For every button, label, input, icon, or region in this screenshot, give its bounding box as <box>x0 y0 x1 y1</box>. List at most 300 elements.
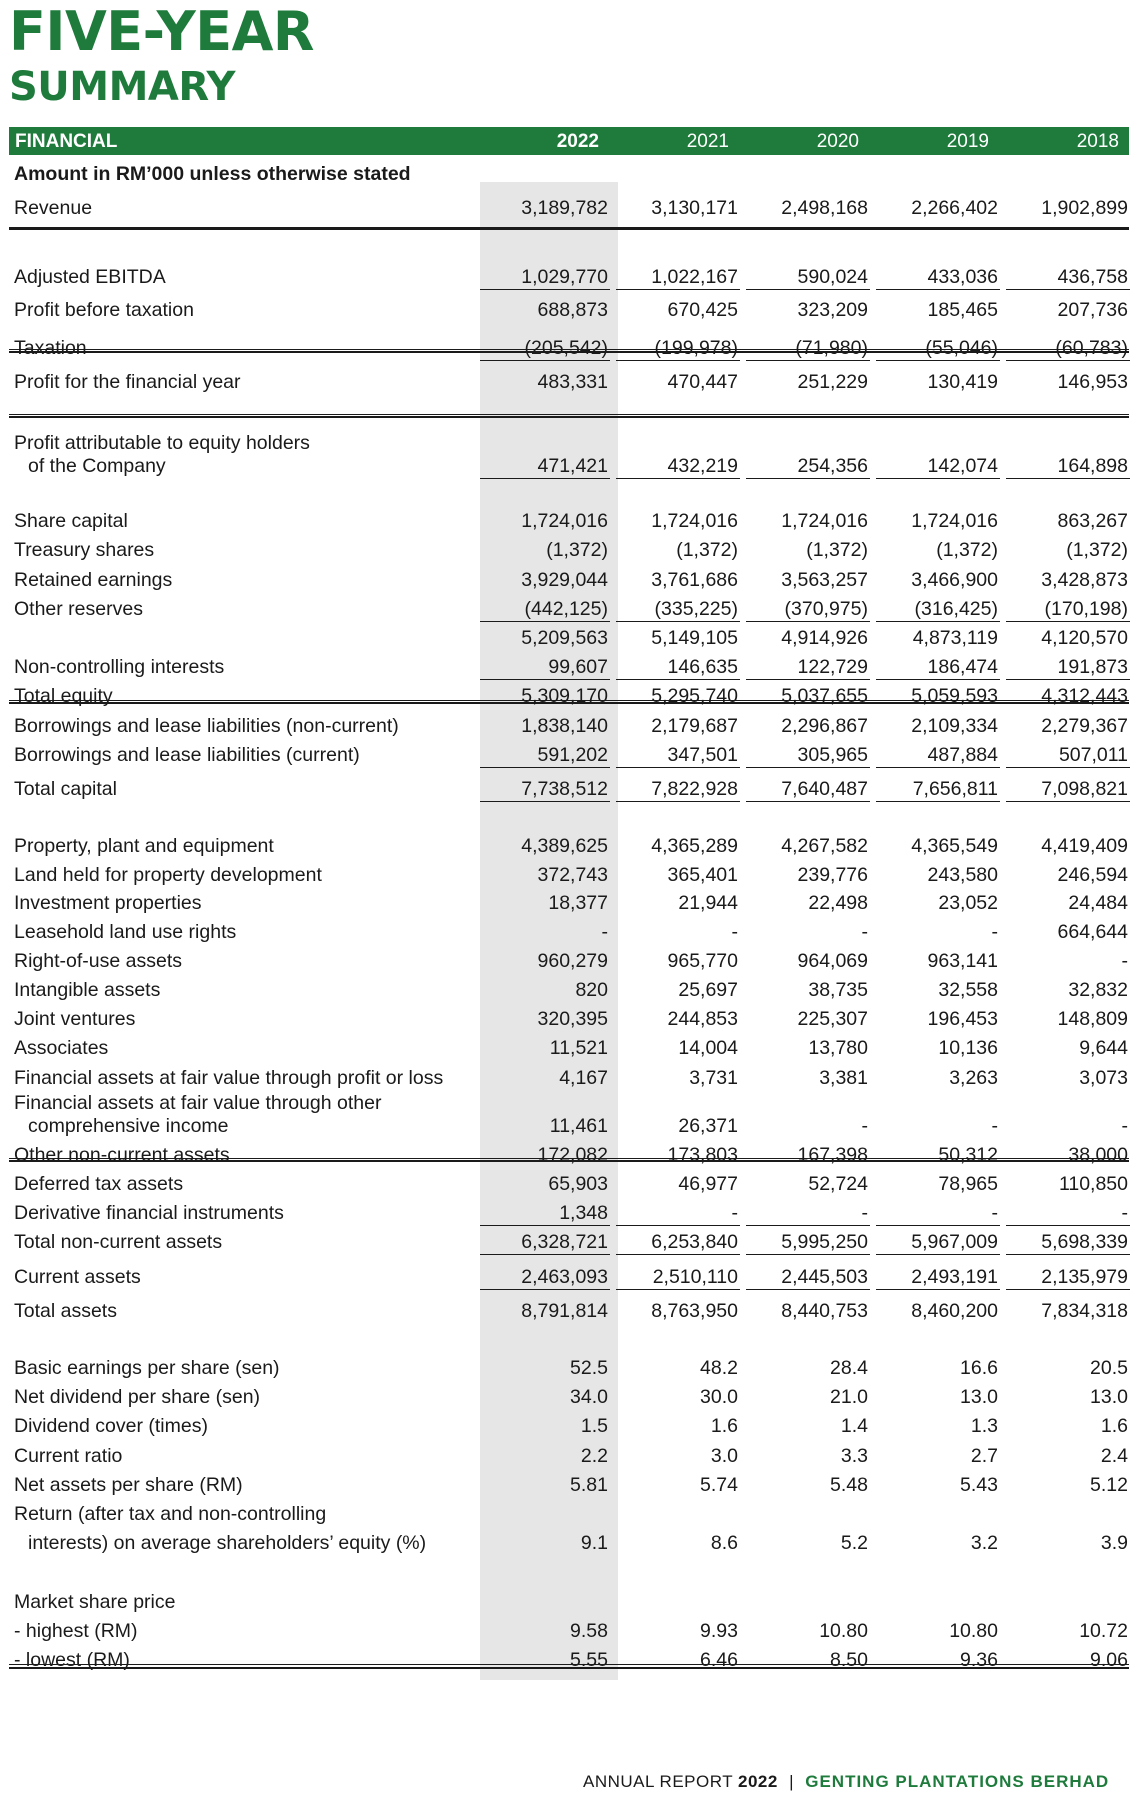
cell-2020: 1.4 <box>840 1415 868 1437</box>
column-rule <box>746 679 870 680</box>
cell-2022: 3,929,044 <box>521 569 608 591</box>
table-row <box>9 539 1129 561</box>
column-rule <box>480 360 610 361</box>
cell-2020: 52,724 <box>808 1173 868 1195</box>
column-rule <box>1006 478 1130 479</box>
cell-2022: 4,167 <box>559 1067 608 1089</box>
column-rule <box>746 767 870 768</box>
cell-2018: 3.9 <box>1100 1532 1128 1554</box>
table-header <box>9 127 1129 155</box>
cell-2018: 2,135,979 <box>1041 1266 1128 1288</box>
cell-2020: 305,965 <box>797 744 868 766</box>
cell-2018: 3,073 <box>1079 1067 1128 1089</box>
cell-2022: (205,542) <box>524 337 608 359</box>
cell-2019: 23,052 <box>938 892 998 914</box>
cell-2018: 4,312,443 <box>1041 685 1128 707</box>
table-row <box>9 1037 1129 1059</box>
cell-2019: 3,466,900 <box>911 569 998 591</box>
column-rule <box>1006 1225 1130 1226</box>
cell-2018: 507,011 <box>1058 744 1128 766</box>
cell-2018: 436,758 <box>1057 266 1128 288</box>
cell-2018: 191,873 <box>1057 656 1128 678</box>
footer-year: 2022 <box>738 1772 778 1791</box>
table-row <box>9 1202 1129 1224</box>
cell-2022: 99,607 <box>548 656 608 678</box>
cell-2020: 2,498,168 <box>781 197 868 219</box>
cell-2022: 11,461 <box>549 1115 608 1137</box>
cell-2019: 3,263 <box>949 1067 998 1089</box>
section-divider <box>9 702 1129 704</box>
row-label: Other reserves <box>14 598 143 620</box>
cell-2018: 110,850 <box>1058 1173 1128 1195</box>
cell-2022: 1,724,016 <box>521 510 608 532</box>
cell-2022: (442,125) <box>524 598 608 620</box>
cell-2019: 9.36 <box>960 1649 998 1671</box>
cell-2021: 432,219 <box>667 455 738 477</box>
cell-2019: 963,141 <box>927 950 998 972</box>
row-label: Dividend cover (times) <box>14 1415 208 1437</box>
cell-2019: - <box>991 921 998 943</box>
cell-2022: 2,463,093 <box>521 1266 608 1288</box>
cell-2018: 1,902,899 <box>1041 197 1128 219</box>
table-row <box>9 1474 1129 1496</box>
cell-2022: 1,348 <box>559 1202 608 1224</box>
cell-2022: 2.2 <box>580 1445 608 1467</box>
cell-2021: 965,770 <box>667 950 738 972</box>
column-rule <box>480 679 610 680</box>
cell-2020: 167,398 <box>797 1144 868 1166</box>
cell-2020: 254,356 <box>797 455 868 477</box>
cell-2020: (1,372) <box>806 539 868 561</box>
column-rule <box>746 1254 870 1255</box>
row-label: Share capital <box>14 510 128 532</box>
cell-2021: 25,697 <box>678 979 738 1001</box>
column-rule <box>480 801 610 802</box>
cell-2022: 9.58 <box>570 1620 608 1642</box>
row-label: Market share price <box>14 1591 176 1613</box>
cell-2018: 1.6 <box>1100 1415 1128 1437</box>
column-rule <box>616 621 740 622</box>
cell-2022: 820 <box>575 979 608 1001</box>
cell-2018: 207,736 <box>1057 299 1128 321</box>
cell-2019: 2,266,402 <box>911 197 998 219</box>
column-rule <box>876 621 1000 622</box>
cell-2021: 46,977 <box>678 1173 738 1195</box>
row-label: Profit attributable to equity holders <box>14 432 310 454</box>
column-rule <box>876 478 1000 479</box>
footer-company: GENTING PLANTATIONS BERHAD <box>805 1772 1110 1791</box>
row-label: Net dividend per share (sen) <box>14 1386 261 1408</box>
cell-2018: (1,372) <box>1066 539 1128 561</box>
cell-2021: 8,763,950 <box>651 1300 738 1322</box>
table-row <box>9 337 1129 359</box>
row-label: Financial assets at fair value through other <box>14 1092 382 1114</box>
table-row <box>9 1008 1129 1030</box>
cell-2018: 2.4 <box>1100 1445 1128 1467</box>
cell-2021: 1.6 <box>710 1415 738 1437</box>
cell-2019: 3.2 <box>970 1532 998 1554</box>
cell-2021: 244,853 <box>667 1008 738 1030</box>
column-rule <box>746 621 870 622</box>
column-rule <box>1006 1289 1130 1290</box>
cell-2019: 4,365,549 <box>911 835 998 857</box>
cell-2018: 146,953 <box>1057 371 1128 393</box>
column-rule <box>480 289 610 290</box>
cell-2020: 3.3 <box>840 1445 868 1467</box>
cell-2018: 20.5 <box>1090 1357 1128 1379</box>
cell-2018: 5,698,339 <box>1041 1231 1128 1253</box>
table-row <box>9 656 1129 678</box>
cell-2019: 243,580 <box>927 864 998 886</box>
cell-2021: 173,803 <box>667 1144 738 1166</box>
cell-2018: 32,832 <box>1068 979 1128 1001</box>
cell-2019: 2,109,334 <box>911 715 998 737</box>
table-row <box>9 598 1129 620</box>
row-label: - lowest (RM) <box>14 1649 130 1671</box>
cell-2021: 2,510,110 <box>652 1266 738 1288</box>
cell-2019: 130,419 <box>927 371 998 393</box>
cell-2022: 65,903 <box>548 1173 608 1195</box>
row-label: - highest (RM) <box>14 1620 138 1642</box>
cell-2019: 5,059,593 <box>911 685 998 707</box>
cell-2022: 960,279 <box>537 950 608 972</box>
column-rule <box>480 1254 610 1255</box>
row-rule <box>9 1664 1129 1665</box>
row-rule <box>9 1158 1129 1159</box>
cell-2019: 78,965 <box>938 1173 998 1195</box>
column-rule <box>480 1289 610 1290</box>
cell-2022: 372,743 <box>537 864 608 886</box>
cell-2020: - <box>861 921 868 943</box>
cell-2018: (60,783) <box>1055 337 1128 359</box>
page-footer <box>583 1772 1109 1792</box>
column-rule <box>480 478 610 479</box>
row-label: Joint ventures <box>14 1008 136 1030</box>
column-rule <box>616 1289 740 1290</box>
row-label: Amount in RM’000 unless otherwise stated <box>14 163 411 185</box>
row-label: Total assets <box>14 1300 117 1322</box>
column-rule <box>746 478 870 479</box>
cell-2018: 246,594 <box>1057 864 1128 886</box>
table-row <box>9 569 1129 591</box>
cell-2019: (1,372) <box>936 539 998 561</box>
cell-2020: 3,381 <box>819 1067 868 1089</box>
section-divider <box>9 1667 1129 1669</box>
row-label: comprehensive income <box>28 1115 229 1137</box>
column-rule <box>616 767 740 768</box>
column-rule <box>746 1289 870 1290</box>
column-rule <box>1006 289 1130 290</box>
cell-2021: 347,501 <box>667 744 738 766</box>
row-label: Adjusted EBITDA <box>14 266 166 288</box>
cell-2018: 10.72 <box>1079 1620 1128 1642</box>
section-divider <box>9 1160 1129 1162</box>
cell-2021: 7,822,928 <box>651 778 738 800</box>
cell-2020: 8.50 <box>830 1649 868 1671</box>
row-label: Investment properties <box>14 892 202 914</box>
row-label: Return (after tax and non-controlling <box>14 1503 327 1525</box>
cell-2021: 1,724,016 <box>651 510 738 532</box>
column-rule <box>1006 621 1130 622</box>
cell-2018: 7,834,318 <box>1041 1300 1128 1322</box>
cell-2020: 7,640,487 <box>781 778 868 800</box>
row-label: interests) on average shareholders’ equity (%) <box>28 1532 427 1554</box>
row-label: Deferred tax assets <box>14 1173 184 1195</box>
cell-2019: 1,724,016 <box>911 510 998 532</box>
year-2022: 2022 <box>556 131 599 152</box>
cell-2018: 863,267 <box>1057 510 1128 532</box>
cell-2020: 122,729 <box>797 656 868 678</box>
cell-2020: 4,914,926 <box>781 627 868 649</box>
cell-2022: 5,309,170 <box>521 685 608 707</box>
cell-2018: 148,809 <box>1057 1008 1128 1030</box>
cell-2022: 3,189,782 <box>521 197 608 219</box>
five-year-summary-table <box>9 127 1129 1680</box>
cell-2020: 5.2 <box>840 1532 868 1554</box>
cell-2019: 7,656,811 <box>912 778 998 800</box>
row-label: Total capital <box>14 778 117 800</box>
cell-2019: 10.80 <box>949 1620 998 1642</box>
cell-2022: 1,029,770 <box>521 266 608 288</box>
column-rule <box>480 621 610 622</box>
cell-2021: 146,635 <box>667 656 738 678</box>
column-rule <box>746 289 870 290</box>
table-row <box>9 864 1129 886</box>
cell-2021: 8.6 <box>710 1532 738 1554</box>
cell-2022: 34.0 <box>570 1386 608 1408</box>
cell-2019: 2,493,191 <box>911 1266 998 1288</box>
cell-2019: 4,873,119 <box>912 627 998 649</box>
row-rule <box>9 414 1129 415</box>
footer-report: ANNUAL REPORT <box>583 1772 733 1791</box>
cell-2020: (71,980) <box>795 337 868 359</box>
cell-2018: - <box>1121 1202 1128 1224</box>
cell-2019: 2.7 <box>970 1445 998 1467</box>
column-rule <box>876 1254 1000 1255</box>
cell-2018: 24,484 <box>1068 892 1128 914</box>
cell-2020: 964,069 <box>797 950 868 972</box>
cell-2018: (170,198) <box>1044 598 1128 620</box>
column-rule <box>616 679 740 680</box>
cell-2021: 3.0 <box>710 1445 738 1467</box>
cell-2020: (370,975) <box>784 598 868 620</box>
column-rule <box>616 289 740 290</box>
cell-2022: 52.5 <box>570 1357 608 1379</box>
cell-2020: 323,209 <box>797 299 868 321</box>
table-row <box>9 455 1129 477</box>
table-row <box>9 432 1129 454</box>
column-rule <box>480 767 610 768</box>
row-label: Total equity <box>14 685 113 707</box>
row-label: Borrowings and lease liabilities (non-current) <box>14 715 399 737</box>
cell-2021: - <box>731 921 738 943</box>
cell-2020: 22,498 <box>808 892 868 914</box>
cell-2022: (1,372) <box>546 539 608 561</box>
cell-2022: 172,082 <box>537 1144 608 1166</box>
row-label: Revenue <box>14 197 93 219</box>
row-rule <box>9 349 1129 350</box>
table-row <box>9 1415 1129 1437</box>
column-rule <box>746 360 870 361</box>
cell-2020: 239,776 <box>797 864 868 886</box>
cell-2019: 433,036 <box>927 266 998 288</box>
cell-2020: 3,563,257 <box>781 569 868 591</box>
row-label: Profit for the financial year <box>14 371 241 393</box>
column-rule <box>876 1289 1000 1290</box>
cell-2019: (316,425) <box>914 598 998 620</box>
row-label: Retained earnings <box>14 569 173 591</box>
section-divider <box>9 228 1129 230</box>
cell-2021: 4,365,289 <box>651 835 738 857</box>
cell-2021: 470,447 <box>667 371 738 393</box>
table-row <box>9 979 1129 1001</box>
year-2021: 2021 <box>686 131 729 152</box>
column-rule <box>876 289 1000 290</box>
cell-2019: 1.3 <box>970 1415 998 1437</box>
column-rule <box>616 1254 740 1255</box>
cell-2021: 21,944 <box>678 892 738 914</box>
cell-2020: 5,037,655 <box>781 685 868 707</box>
cell-2021: 3,761,686 <box>651 569 738 591</box>
row-rule <box>9 700 1129 701</box>
table-row <box>9 1532 1129 1554</box>
cell-2018: 38,000 <box>1068 1144 1128 1166</box>
table-row <box>9 744 1129 766</box>
cell-2019: 142,074 <box>927 455 998 477</box>
cell-2020: 8,440,753 <box>781 1300 868 1322</box>
row-label: Taxation <box>14 337 87 359</box>
column-rule <box>616 1225 740 1226</box>
cell-2018: 164,898 <box>1057 455 1128 477</box>
year-2020: 2020 <box>816 131 859 152</box>
row-label: Intangible assets <box>14 979 161 1001</box>
row-label: Property, plant and equipment <box>14 835 274 857</box>
cell-2021: (335,225) <box>654 598 738 620</box>
table-row <box>9 197 1129 219</box>
column-rule <box>1006 679 1130 680</box>
cell-2019: 10,136 <box>938 1037 998 1059</box>
cell-2020: 21.0 <box>830 1386 868 1408</box>
section-divider <box>9 416 1129 418</box>
cell-2019: - <box>991 1202 998 1224</box>
table-row <box>9 510 1129 532</box>
cell-2018: 2,279,367 <box>1041 715 1128 737</box>
row-label: Non-controlling interests <box>14 656 225 678</box>
row-label: Other non-current assets <box>14 1144 230 1166</box>
cell-2019: 185,465 <box>927 299 998 321</box>
row-label: of the Company <box>28 455 166 477</box>
cell-2022: 5.81 <box>570 1474 608 1496</box>
cell-2018: 4,120,570 <box>1041 627 1128 649</box>
row-label: Associates <box>14 1037 109 1059</box>
cell-2022: 1,838,140 <box>521 715 608 737</box>
row-label: Profit before taxation <box>14 299 194 321</box>
cell-2022: 471,421 <box>537 455 608 477</box>
column-rule <box>1006 801 1130 802</box>
cell-2018: - <box>1121 1115 1128 1137</box>
page-subtitle: SUMMARY <box>9 64 235 110</box>
cell-2022: 688,873 <box>537 299 608 321</box>
column-rule <box>876 679 1000 680</box>
column-rule <box>1006 1254 1130 1255</box>
column-rule <box>876 767 1000 768</box>
cell-2020: 10.80 <box>819 1620 868 1642</box>
column-rule <box>1006 360 1130 361</box>
cell-2021: 365,401 <box>667 864 738 886</box>
year-2018: 2018 <box>1076 131 1119 152</box>
cell-2022: 8,791,814 <box>521 1300 608 1322</box>
cell-2019: 186,474 <box>927 656 998 678</box>
cell-2018: 3,428,873 <box>1041 569 1128 591</box>
cell-2021: 670,425 <box>667 299 738 321</box>
cell-2021: 5.74 <box>700 1474 738 1496</box>
column-rule <box>616 360 740 361</box>
cell-2019: 196,453 <box>927 1008 998 1030</box>
table-row <box>9 1386 1129 1408</box>
column-rule <box>1006 767 1130 768</box>
cell-2019: 8,460,200 <box>911 1300 998 1322</box>
cell-2022: - <box>601 921 608 943</box>
cell-2018: 4,419,409 <box>1041 835 1128 857</box>
cell-2020: 2,296,867 <box>781 715 868 737</box>
cell-2022: 320,395 <box>537 1008 608 1030</box>
cell-2019: (55,046) <box>925 337 998 359</box>
cell-2019: 5,967,009 <box>911 1231 998 1253</box>
cell-2021: 5,149,105 <box>651 627 738 649</box>
column-rule <box>616 801 740 802</box>
table-row <box>9 371 1129 393</box>
column-rule <box>616 478 740 479</box>
page-title: FIVE-YEAR <box>9 0 314 63</box>
table-row <box>9 1173 1129 1195</box>
cell-2021: 5,295,740 <box>651 685 738 707</box>
row-label: Land held for property development <box>14 864 322 886</box>
table-row <box>9 299 1129 321</box>
cell-2021: - <box>731 1202 738 1224</box>
cell-2021: 48.2 <box>700 1357 738 1379</box>
cell-2020: 225,307 <box>797 1008 868 1030</box>
table-row <box>9 1144 1129 1166</box>
cell-2019: 487,884 <box>927 744 998 766</box>
table-row <box>9 1115 1129 1137</box>
cell-2020: 2,445,503 <box>781 1266 868 1288</box>
cell-2021: 14,004 <box>678 1037 738 1059</box>
cell-2020: - <box>861 1115 868 1137</box>
table-row <box>9 163 1129 185</box>
cell-2022: 5.55 <box>570 1649 608 1671</box>
row-label: Net assets per share (RM) <box>14 1474 243 1496</box>
cell-2019: 32,558 <box>938 979 998 1001</box>
cell-2022: 9.1 <box>580 1532 608 1554</box>
cell-2022: 483,331 <box>537 371 608 393</box>
cell-2021: 30.0 <box>700 1386 738 1408</box>
cell-2022: 6,328,721 <box>521 1231 608 1253</box>
cell-2022: 18,377 <box>548 892 608 914</box>
table-row <box>9 1266 1129 1288</box>
cell-2020: 5,995,250 <box>781 1231 868 1253</box>
row-label: Basic earnings per share (sen) <box>14 1357 280 1379</box>
table-row <box>9 1092 1129 1114</box>
row-label: Treasury shares <box>14 539 155 561</box>
cell-2018: 5.12 <box>1090 1474 1128 1496</box>
cell-2022: 11,521 <box>549 1037 608 1059</box>
row-label: Derivative financial instruments <box>14 1202 284 1224</box>
column-rule <box>876 360 1000 361</box>
table-row <box>9 1300 1129 1322</box>
column-rule <box>746 1225 870 1226</box>
cell-2021: 9.93 <box>700 1620 738 1642</box>
column-rule <box>876 1225 1000 1226</box>
